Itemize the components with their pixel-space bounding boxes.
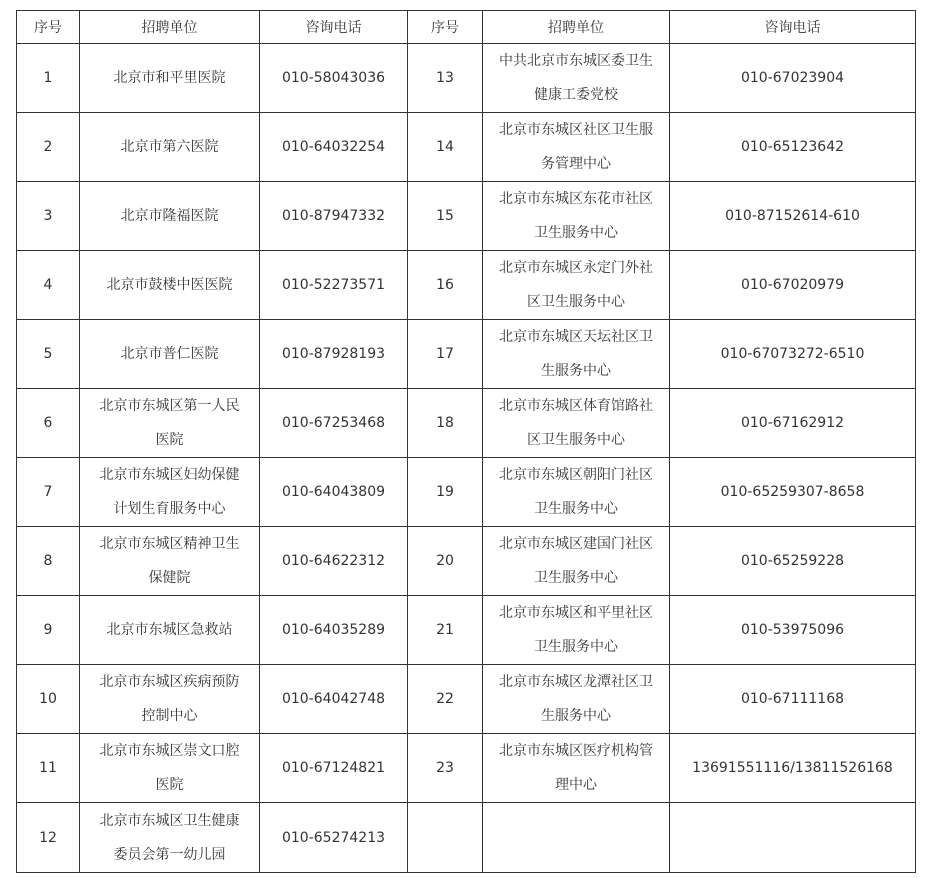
row-number: 21 bbox=[408, 596, 483, 665]
phone-number: 010-67073272-6510 bbox=[670, 320, 916, 389]
header-no-left: 序号 bbox=[17, 11, 80, 44]
unit-name: 北京市东城区精神卫生保健院 bbox=[80, 527, 260, 596]
phone-number: 010-67023904 bbox=[670, 44, 916, 113]
row-number: 16 bbox=[408, 251, 483, 320]
row-number: 17 bbox=[408, 320, 483, 389]
row-number: 4 bbox=[17, 251, 80, 320]
unit-name: 北京市东城区疾病预防控制中心 bbox=[80, 665, 260, 734]
unit-name: 北京市东城区社区卫生服务管理中心 bbox=[483, 113, 670, 182]
table-row bbox=[17, 665, 916, 734]
table-row bbox=[17, 734, 916, 803]
phone-number: 010-87152614-610 bbox=[670, 182, 916, 251]
row-number: 15 bbox=[408, 182, 483, 251]
phone-number: 010-53975096 bbox=[670, 596, 916, 665]
phone-number: 010-67124821 bbox=[260, 734, 408, 803]
document-body bbox=[16, 10, 916, 873]
phone-number: 010-58043036 bbox=[260, 44, 408, 113]
row-number: 23 bbox=[408, 734, 483, 803]
unit-name: 中共北京市东城区委卫生健康工委党校 bbox=[483, 44, 670, 113]
header-unit-right: 招聘单位 bbox=[483, 11, 670, 44]
header-no-right: 序号 bbox=[408, 11, 483, 44]
unit-name: 北京市东城区急救站 bbox=[80, 596, 260, 665]
row-number: 18 bbox=[408, 389, 483, 458]
table-body bbox=[17, 44, 916, 873]
phone-number: 13691551116/13811526168 bbox=[670, 734, 916, 803]
phone-number: 010-65259307-8658 bbox=[670, 458, 916, 527]
unit-name: 北京市东城区崇文口腔医院 bbox=[80, 734, 260, 803]
row-number: 20 bbox=[408, 527, 483, 596]
table-row bbox=[17, 803, 916, 873]
unit-name: 北京市鼓楼中医医院 bbox=[80, 251, 260, 320]
row-number: 10 bbox=[17, 665, 80, 734]
unit-name: 北京市东城区朝阳门社区卫生服务中心 bbox=[483, 458, 670, 527]
row-number: 22 bbox=[408, 665, 483, 734]
phone-number: 010-65259228 bbox=[670, 527, 916, 596]
header-unit-left: 招聘单位 bbox=[80, 11, 260, 44]
phone-number: 010-64035289 bbox=[260, 596, 408, 665]
table-row bbox=[17, 458, 916, 527]
unit-name: 北京市普仁医院 bbox=[80, 320, 260, 389]
phone-number: 010-64043809 bbox=[260, 458, 408, 527]
row-number: 8 bbox=[17, 527, 80, 596]
row-number: 11 bbox=[17, 734, 80, 803]
header-row bbox=[17, 11, 916, 44]
unit-name bbox=[483, 803, 670, 873]
table-row bbox=[17, 389, 916, 458]
phone-number: 010-65274213 bbox=[260, 803, 408, 873]
phone-number bbox=[670, 803, 916, 873]
unit-name: 北京市东城区妇幼保健计划生育服务中心 bbox=[80, 458, 260, 527]
phone-number: 010-52273571 bbox=[260, 251, 408, 320]
table-row bbox=[17, 182, 916, 251]
phone-number: 010-64042748 bbox=[260, 665, 408, 734]
row-number: 3 bbox=[17, 182, 80, 251]
unit-name: 北京市东城区和平里社区卫生服务中心 bbox=[483, 596, 670, 665]
phone-number: 010-65123642 bbox=[670, 113, 916, 182]
unit-name: 北京市和平里医院 bbox=[80, 44, 260, 113]
row-number: 1 bbox=[17, 44, 80, 113]
unit-name: 北京市东城区天坛社区卫生服务中心 bbox=[483, 320, 670, 389]
row-number: 5 bbox=[17, 320, 80, 389]
unit-name: 北京市东城区卫生健康委员会第一幼儿园 bbox=[80, 803, 260, 873]
row-number bbox=[408, 803, 483, 873]
phone-number: 010-64032254 bbox=[260, 113, 408, 182]
phone-number: 010-67253468 bbox=[260, 389, 408, 458]
unit-name: 北京市东城区永定门外社区卫生服务中心 bbox=[483, 251, 670, 320]
unit-name: 北京市东城区医疗机构管理中心 bbox=[483, 734, 670, 803]
unit-name: 北京市东城区第一人民医院 bbox=[80, 389, 260, 458]
row-number: 9 bbox=[17, 596, 80, 665]
row-number: 6 bbox=[17, 389, 80, 458]
phone-number: 010-67020979 bbox=[670, 251, 916, 320]
unit-name: 北京市东城区龙潭社区卫生服务中心 bbox=[483, 665, 670, 734]
row-number: 19 bbox=[408, 458, 483, 527]
recruitment-contact-table bbox=[16, 10, 916, 873]
unit-name: 北京市第六医院 bbox=[80, 113, 260, 182]
header-phone-right: 咨询电话 bbox=[670, 11, 916, 44]
table-row bbox=[17, 596, 916, 665]
unit-name: 北京市东城区建国门社区卫生服务中心 bbox=[483, 527, 670, 596]
table-row bbox=[17, 113, 916, 182]
unit-name: 北京市东城区体育馆路社区卫生服务中心 bbox=[483, 389, 670, 458]
phone-number: 010-67162912 bbox=[670, 389, 916, 458]
row-number: 14 bbox=[408, 113, 483, 182]
unit-name: 北京市东城区东花市社区卫生服务中心 bbox=[483, 182, 670, 251]
table-header bbox=[17, 11, 916, 44]
table-row bbox=[17, 251, 916, 320]
header-phone-left: 咨询电话 bbox=[260, 11, 408, 44]
table-row bbox=[17, 44, 916, 113]
phone-number: 010-87947332 bbox=[260, 182, 408, 251]
phone-number: 010-67111168 bbox=[670, 665, 916, 734]
table-row bbox=[17, 527, 916, 596]
row-number: 2 bbox=[17, 113, 80, 182]
phone-number: 010-87928193 bbox=[260, 320, 408, 389]
row-number: 13 bbox=[408, 44, 483, 113]
table-row bbox=[17, 320, 916, 389]
phone-number: 010-64622312 bbox=[260, 527, 408, 596]
row-number: 7 bbox=[17, 458, 80, 527]
unit-name: 北京市隆福医院 bbox=[80, 182, 260, 251]
row-number: 12 bbox=[17, 803, 80, 873]
